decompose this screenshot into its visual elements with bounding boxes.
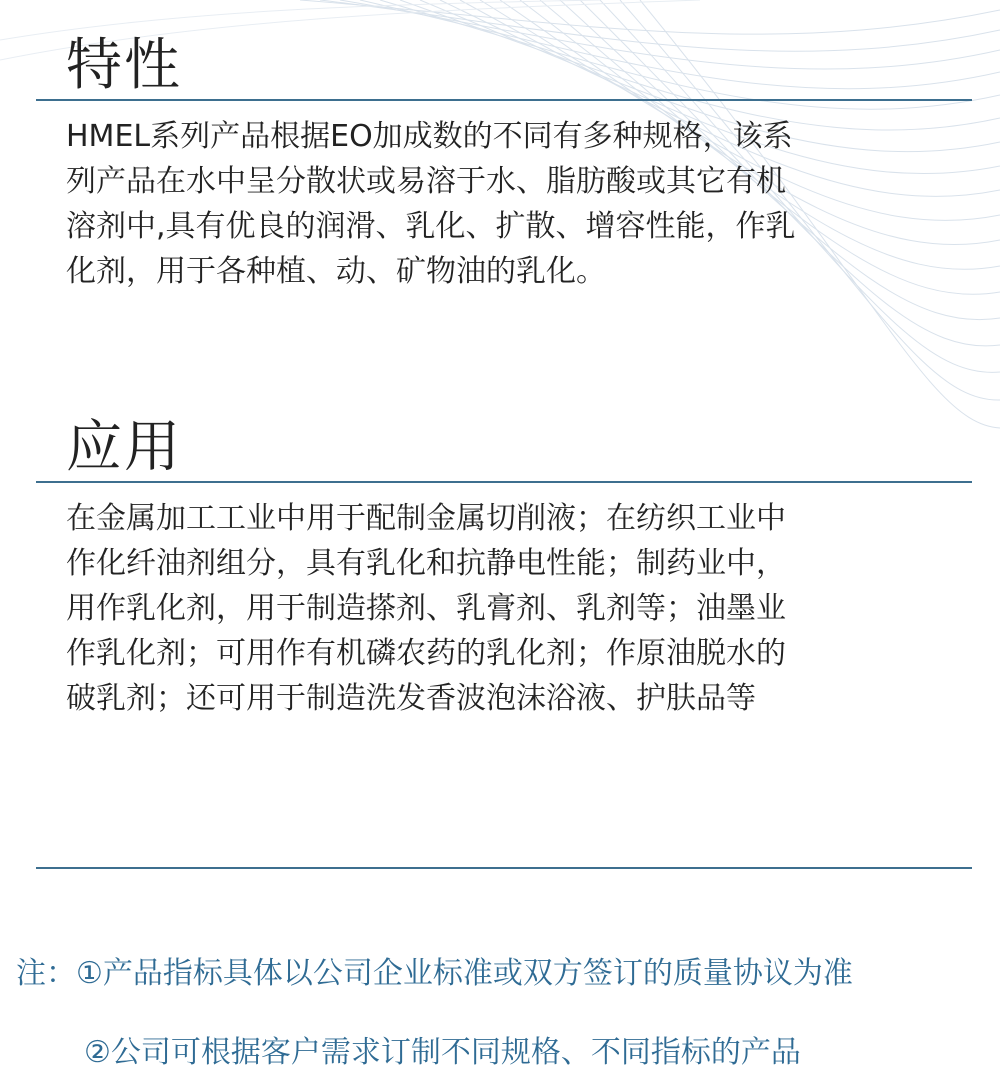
paragraph-line: 溶剂中,具有优良的润滑、乳化、扩散、增容性能，作乳 <box>66 209 796 244</box>
applications-paragraph <box>66 496 906 721</box>
section-divider <box>36 481 972 483</box>
paragraph-line: 列产品在水中呈分散状或易溶于水、脂肪酸或其它有机 <box>66 164 786 199</box>
paragraph-line: 作化纤油剂组分，具有乳化和抗静电性能；制药业中， <box>66 546 786 581</box>
paragraph-line: 化剂，用于各种植、动、矿物油的乳化。 <box>66 254 606 289</box>
section-title-properties: 特性 <box>66 33 182 98</box>
section-divider <box>36 99 972 101</box>
properties-paragraph <box>66 114 906 294</box>
paragraph-line: 作乳化剂；可用作有机磷农药的乳化剂；作原油脱水的 <box>66 636 786 671</box>
paragraph-line: HMEL系列产品根据EO加成数的不同有多种规格，该系 <box>66 119 793 154</box>
note-customization: ②公司可根据客户需求订制不同规格、不同指标的产品 <box>84 1035 801 1070</box>
note-quality-standard: 注：①产品指标具体以公司企业标准或双方签订的质量协议为准 <box>16 956 853 991</box>
paragraph-line: 破乳剂；还可用于制造洗发香波泡沫浴液、护肤品等 <box>66 681 756 716</box>
footer-divider <box>36 867 972 869</box>
paragraph-line: 在金属加工工业中用于配制金属切削液；在纺织工业中 <box>66 501 786 536</box>
paragraph-line: 用作乳化剂，用于制造搽剂、乳膏剂、乳剂等；油墨业 <box>66 591 786 626</box>
section-title-applications: 应用 <box>66 415 182 480</box>
